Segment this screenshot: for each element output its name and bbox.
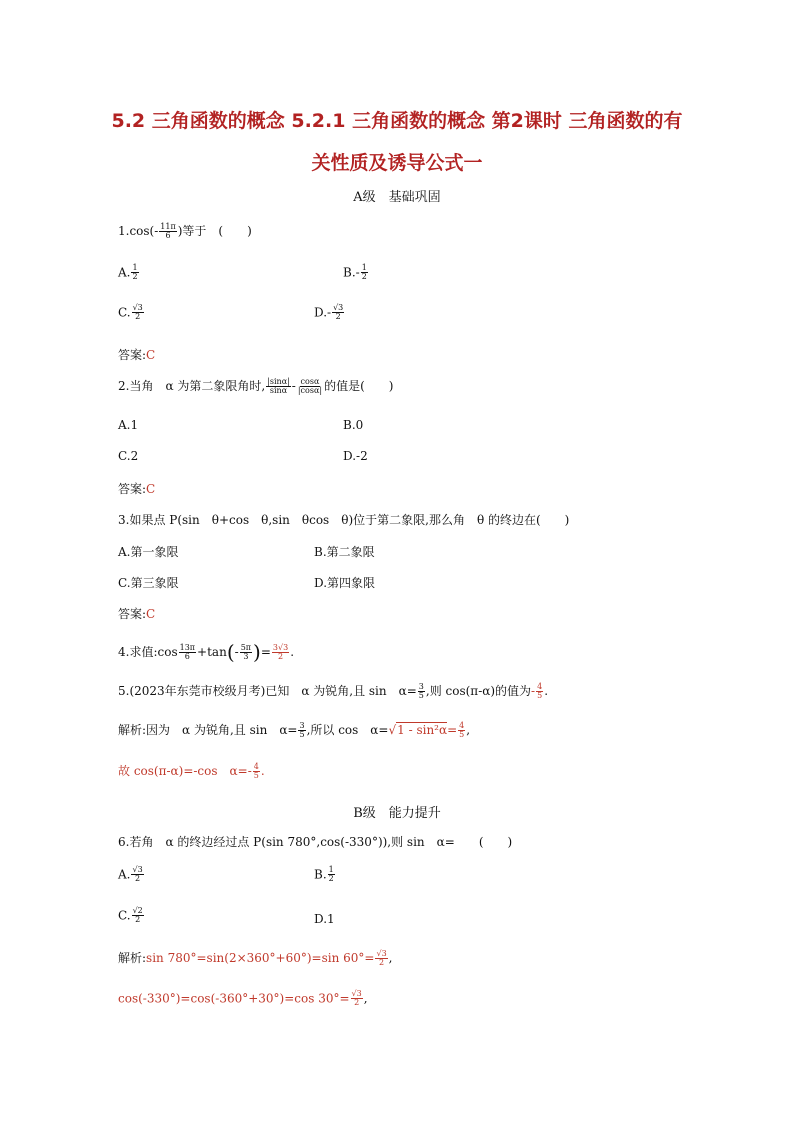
- question-3: 3.如果点 P(sin θ+cos θ,sin θcos θ)位于第二象限,那么角 θ 的终边在( ): [118, 513, 570, 527]
- question-2-option-b: B.0: [343, 418, 364, 432]
- document-title-line2: 关性质及诱导公式一: [311, 152, 483, 174]
- question-1-option-b: B.- $\frac{1}{2}$: [343, 263, 367, 282]
- question-6-solution-line2: cos(-330°)=cos(-360°+30°)=cos 30°= $\frac{√3}{2}$ ,: [118, 989, 368, 1008]
- question-3-option-a: A.第一象限: [118, 545, 179, 559]
- question-5: 5.(2023年东莞市校级月考)已知 α 为锐角,且 sin α= $\frac{3}{5}$ ,则 cos(π-α)的值为- $\frac{4}{5}$ .: [118, 681, 549, 700]
- fraction: $\frac{11\pi}{6}$: [160, 221, 176, 240]
- question-2-answer: 答案:C: [118, 482, 156, 496]
- question-6: 6.若角 α 的终边经过点 P(sin 780°,cos(-330°)),则 sin α= ( ): [118, 835, 513, 849]
- question-1-option-c: C. $\frac{√3}{2}$: [118, 303, 143, 322]
- question-1-answer: 答案:C: [118, 348, 156, 362]
- document-title-line1: 5.2 三角函数的概念 5.2.1 三角函数的概念 第2课时 三角函数的有: [111, 110, 683, 132]
- question-1: 1.cos(- $\frac{11\pi}{6}$ )等于 ( ): [118, 221, 252, 240]
- question-2-option-d: D.-2: [343, 449, 368, 463]
- question-5-conclusion: 故 cos(π-α)=-cos α=- $\frac{4}{5}$ .: [118, 761, 265, 780]
- question-5-solution: 解析:因为 α 为锐角,且 sin α= $\frac{3}{5}$ ,所以 cos α=√1 - sin²α= $\frac{4}{5}$ ,: [118, 720, 471, 739]
- question-6-option-c: C. $\frac{√2}{2}$: [118, 906, 143, 925]
- question-2-option-c: C.2: [118, 449, 139, 463]
- answer-fraction: $\frac{3√3}{2}$: [272, 642, 289, 661]
- question-3-option-c: C.第三象限: [118, 576, 179, 590]
- section-heading-b: B级 能力提升: [353, 806, 441, 821]
- question-2: 2.当角 α 为第二象限角时, $\frac{|\sin\alpha|}{\sin\alpha}$ - $\frac{\cos\alpha}{|\cos\alpha|}$ 的值是( ): [118, 376, 394, 395]
- question-3-option-d: D.第四象限: [314, 576, 376, 590]
- question-6-option-d: D.1: [314, 912, 335, 926]
- question-6-option-b: B. $\frac{1}{2}$: [314, 865, 334, 884]
- question-3-option-b: B.第二象限: [314, 545, 375, 559]
- question-6-solution-line1: 解析:sin 780°=sin(2×360°+60°)=sin 60°= $\frac{√3}{2}$ ,: [118, 948, 393, 967]
- question-2-option-a: A.1: [118, 418, 139, 432]
- question-1-option-a: A. $\frac{1}{2}$: [118, 263, 138, 282]
- section-heading-a: A级 基础巩固: [353, 190, 441, 205]
- question-1-option-d: D.- $\frac{√3}{2}$: [314, 303, 344, 322]
- question-6-option-a: A. $\frac{√3}{2}$: [118, 865, 143, 884]
- question-3-answer: 答案:C: [118, 607, 156, 621]
- question-4: 4.求值:cos $\frac{13\pi}{6}$ +tan(- $\frac{5\pi}{3}$ )= $\frac{3√3}{2}$ .: [118, 640, 295, 664]
